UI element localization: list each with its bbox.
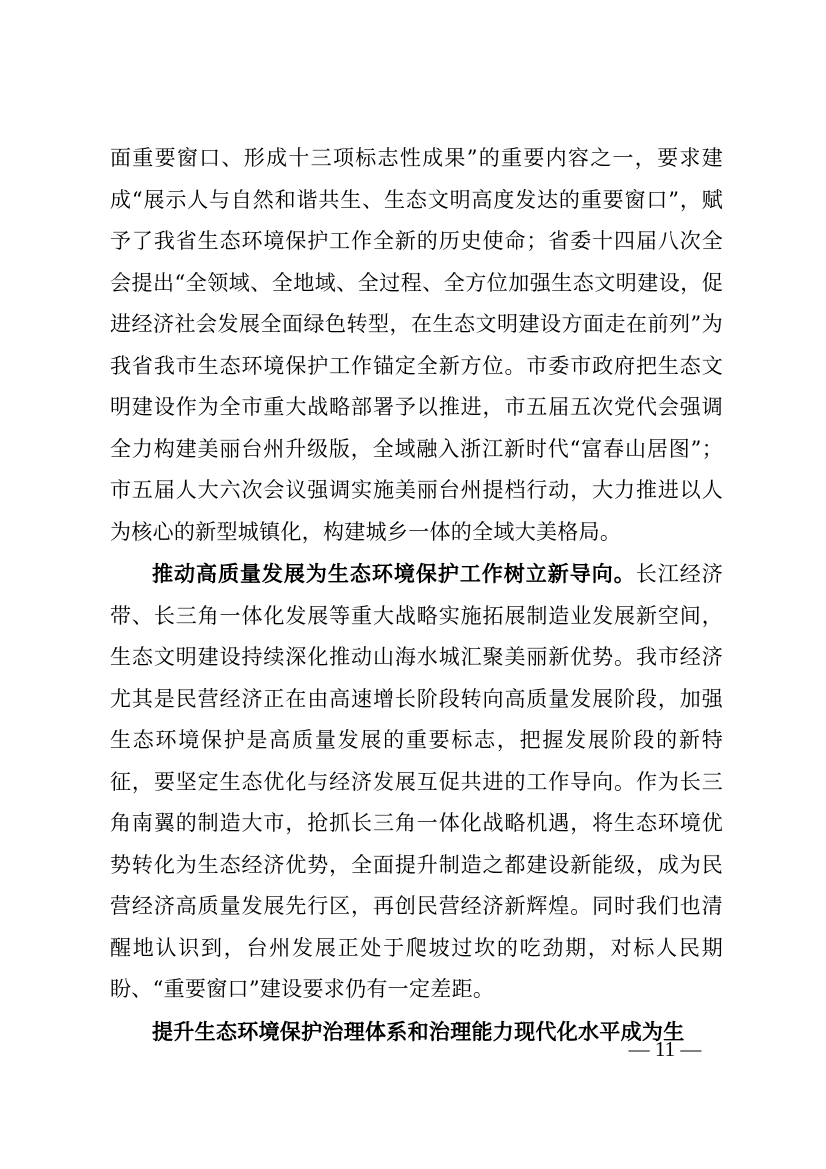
- paragraph-body: 面重要窗口、形成十三项标志性成果”的重要内容之一，要求建成“展示人与自然和谐共生、生态文明高度发达的重要窗口”，赋予了我省生态环境保护工作全新的历史使命；省委十四届八次全会提出“全领域、全地域、全过程、全方位加强生态文明建设，促进经济社会发展全面绿色转型，在生态文明建设方面走在前列”为我省我市生态环境保护工作锚定全新方位。市委市政府把生态文明建设作为全市重大战略部署予以推进，市五届五次党代会强调全力构建美丽台州升级版，全域融入浙江新时代“富春山居图”；市五届人大六次会议强调实施美丽台州提档行动，大力推进以人为核心的新型城镇化，构建城乡一体的全域大美格局。: [110, 146, 723, 544]
- body-text: [110, 137, 723, 1053]
- paragraph-high-quality-development: [110, 553, 723, 1011]
- paragraph-lead: 推动高质量发展为生态环境保护工作树立新导向。: [152, 561, 636, 586]
- paragraph-body: 长江经济带、长三角一体化发展等重大战略实施拓展制造业发展新空间，生态文明建设持续深化推动山海水城汇聚美丽新优势。我市经济尤其是民营经济正在由高速增长阶段转向高质量发展阶段，加强生态环境保护是高质量发展的重要标志，把握发展阶段的新特征，要坚定生态优化与经济发展互促共进的工作导向。作为长三角南翼的制造大市，抢抓长三角一体化战略机遇，将生态环境优势转化为生态经济优势，全面提升制造之都建设新能级，成为民营经济高质量发展先行区，再创民营经济新辉煌。同时我们也清醒地认识到，台州发展正处于爬坡过坎的吃劲期，对标人民期盼、“重要窗口”建设要求仍有一定差距。: [110, 562, 723, 1001]
- paragraph-lead: 提升生态环境保护治理体系和治理能力现代化水平成为生: [152, 1018, 685, 1044]
- page-number: — 11 —: [628, 1037, 702, 1061]
- paragraph-continuation: [110, 137, 723, 553]
